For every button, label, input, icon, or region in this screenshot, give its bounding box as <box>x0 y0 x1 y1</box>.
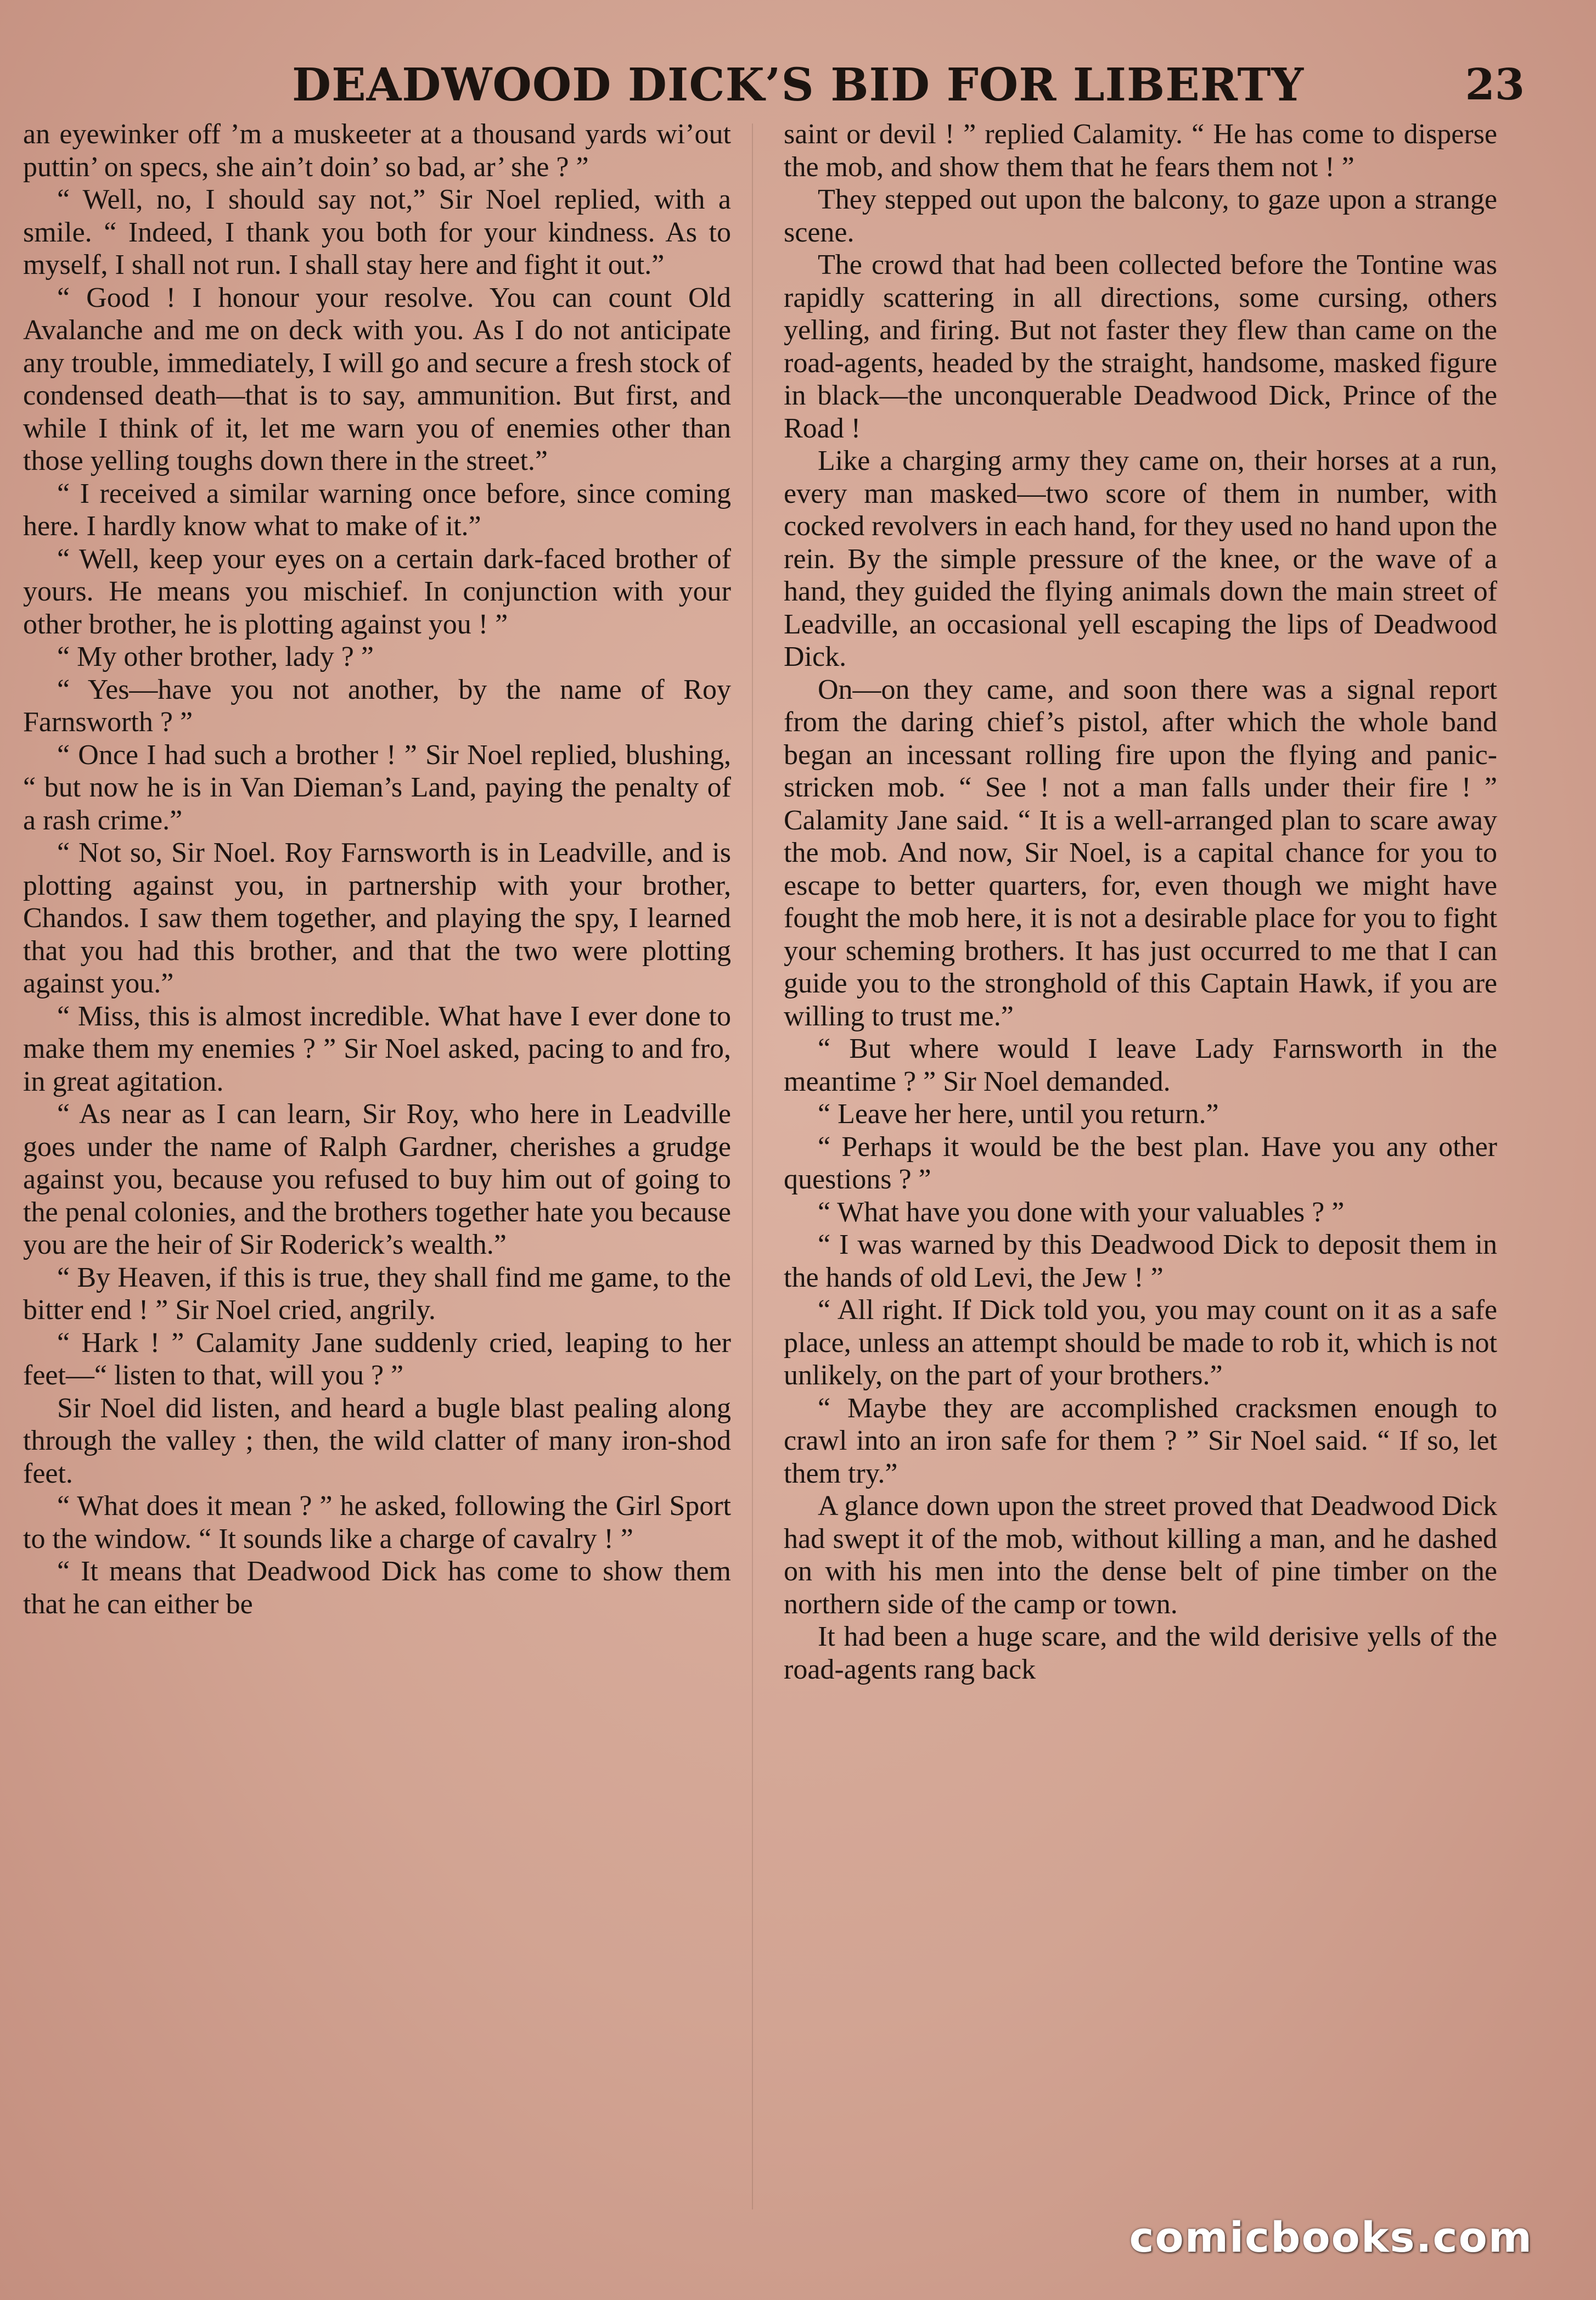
site-watermark: comicbooks.com <box>1129 2213 1533 2262</box>
paragraph: an eyewinker off ’m a muskeeter at a thousand yards wi’out puttin’ on specs, she ain’t doin’ so bad, ar’ she ? ” <box>23 119 731 183</box>
paragraph: “ Hark ! ” Calamity Jane suddenly cried, leaping to her feet—“ listen to that, will you ? ” <box>23 1327 731 1391</box>
paragraph: Sir Noel did listen, and heard a bugle blast pealing along through the valley ; then, the wild clatter of many iron-shod feet. <box>23 1392 731 1489</box>
page-header <box>0 49 1596 121</box>
paragraph: “ It means that Deadwood Dick has come to show them that he can either be <box>23 1556 731 1620</box>
paragraph: “ I received a similar warning once before, since coming here. I hardly know what to make of it.” <box>23 478 731 542</box>
paragraph: “ As near as I can learn, Sir Roy, who here in Leadville goes under the name of Ralph Gardner, cherishes a grudge against you, because you refused to buy him out of going to the penal colonies, and the brothers together hate you because you are the heir of Sir Roderick’s wealth.” <box>23 1098 731 1260</box>
paragraph: “ I was warned by this Deadwood Dick to deposit them in the hands of old Levi, the Jew ! ” <box>784 1229 1497 1293</box>
paragraph: “ Maybe they are accomplished cracksmen enough to crawl into an iron safe for them ? ” Sir Noel said. “ If so, let them try.” <box>784 1392 1497 1489</box>
column-gutter <box>752 124 753 2209</box>
paragraph: “ My other brother, lady ? ” <box>57 641 374 672</box>
paragraph: “ What have you done with your valuables ? ” <box>818 1196 1345 1228</box>
right-column <box>784 118 1497 1686</box>
paragraph: “ Not so, Sir Noel. Roy Farnsworth is in Leadville, and is plotting against you, in partnership with your brother, Chandos. I saw them together, and playing the spy, I learned that you had this brother, and that the two were plotting against you.” <box>23 837 731 999</box>
paragraph: “ Well, no, I should say not,” Sir Noel replied, with a smile. “ Indeed, I thank you both for your kindness. As to myself, I shall not run. I shall stay here and fight it out.” <box>23 184 731 281</box>
paragraph: “ But where would I leave Lady Farnsworth in the meantime ? ” Sir Noel demanded. <box>784 1033 1497 1097</box>
paragraph: “ Leave her here, until you return.” <box>818 1098 1219 1130</box>
paragraph: They stepped out upon the balcony, to gaze upon a strange scene. <box>784 184 1497 248</box>
paragraph: “ Well, keep your eyes on a certain dark-faced brother of yours. He means you mischief. In conjunction with your other brother, he is plotting against you ! ” <box>23 543 731 640</box>
page-number: 23 <box>1465 60 1525 110</box>
running-title: DEADWOOD DICK’S BID FOR LIBERTY <box>291 59 1304 111</box>
paragraph: The crowd that had been collected before the Tontine was rapidly scattering in all directions, some cursing, others yelling, and firing. But not faster they flew than came on the road-agents, headed by the straight, handsome, masked figure in black—the unconquerable Deadwood Dick, Prince of the Road ! <box>784 249 1497 444</box>
paragraph: “ All right. If Dick told you, you may count on it as a safe place, unless an attempt should be made to rob it, which is not unlikely, on the part of your brothers.” <box>784 1294 1497 1391</box>
paragraph: “ Good ! I honour your resolve. You can count Old Avalanche and me on deck with you. As I do not anticipate any trouble, immediately, I will go and secure a fresh stock of condensed death—that is to say, ammunition. But first, and while I think of it, let me warn you of enemies other than those yelling toughs down there in the street.” <box>23 282 731 476</box>
paragraph: saint or devil ! ” replied Calamity. “ He has come to disperse the mob, and show them that he fears them not ! ” <box>784 119 1497 183</box>
paragraph: Like a charging army they came on, their horses at a run, every man masked—two score of them in number, with cocked revolvers in each hand, for they used no hand upon the rein. By the simple pressure of the knee, or the wave of a hand, they guided the flying animals down the main street of Leadville, an occasional yell escaping the lips of Deadwood Dick. <box>784 445 1497 672</box>
paragraph: “ Yes—have you not another, by the name of Roy Farnsworth ? ” <box>23 674 731 738</box>
paragraph: “ Perhaps it would be the best plan. Have you any other questions ? ” <box>784 1131 1497 1195</box>
paragraph: It had been a huge scare, and the wild derisive yells of the road-agents rang back <box>784 1621 1497 1685</box>
paragraph: On—on they came, and soon there was a signal report from the daring chief’s pistol, after which the whole band began an incessant rolling fire upon the flying and panic-stricken mob. “ See ! not a man falls under their fire ! ” Calamity Jane said. “ It is a well-arranged plan to scare away the mob. And now, Sir Noel, is a capital chance for you to escape to better quarters, for, even though we might have fought the mob here, it is not a desirable place for you to fight your scheming brothers. It has just occurred to me that I can guide you to the stronghold of this Captain Hawk, if you are willing to trust me.” <box>784 674 1497 1032</box>
left-column <box>23 118 731 1620</box>
paragraph: “ Once I had such a brother ! ” Sir Noel replied, blushing, “ but now he is in Van Dieman’s Land, paying the penalty of a rash crime.” <box>23 739 731 836</box>
paragraph: “ Miss, this is almost incredible. What have I ever done to make them my enemies ? ” Sir Noel asked, pacing to and fro, in great agitation. <box>23 1000 731 1097</box>
paragraph: “ By Heaven, if this is true, they shall find me game, to the bitter end ! ” Sir Noel cried, angrily. <box>23 1261 731 1326</box>
paragraph: “ What does it mean ? ” he asked, following the Girl Sport to the window. “ It sounds like a charge of cavalry ! ” <box>23 1490 731 1555</box>
paragraph: A glance down upon the street proved that Deadwood Dick had swept it of the mob, without killing a man, and he dashed on with his men into the dense belt of pine timber on the northern side of the camp or town. <box>784 1490 1497 1620</box>
